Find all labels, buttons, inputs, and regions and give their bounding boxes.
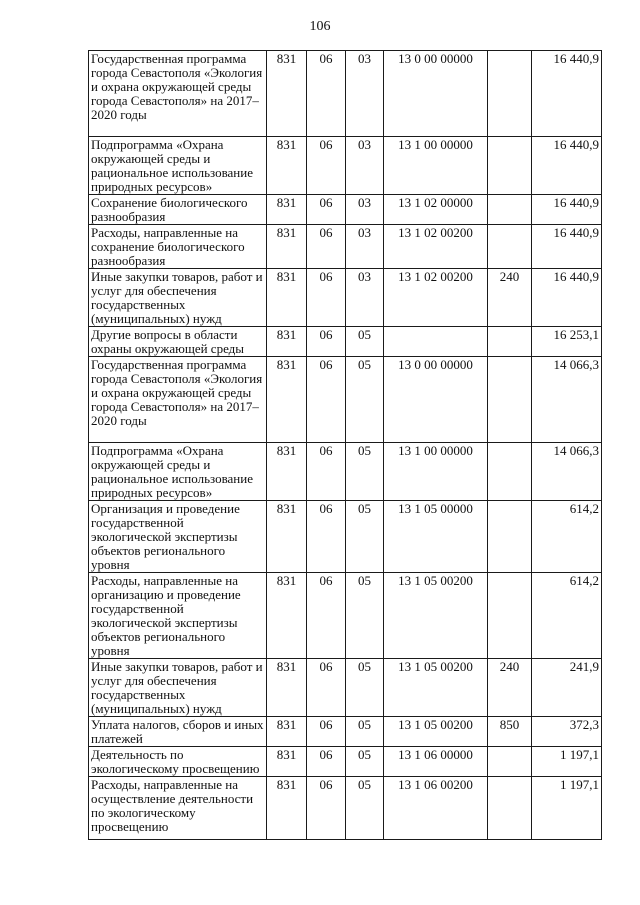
row-code: 831 (267, 443, 307, 501)
row-section: 06 (307, 501, 346, 573)
table-row (89, 443, 602, 501)
row-code: 831 (267, 777, 307, 840)
row-subsection: 03 (346, 225, 384, 269)
row-target: 13 0 00 00000 (384, 51, 488, 137)
row-subsection: 05 (346, 747, 384, 777)
row-section: 06 (307, 137, 346, 195)
budget-table (88, 50, 602, 840)
table-row (89, 357, 602, 443)
row-section: 06 (307, 443, 346, 501)
row-amount: 1 197,1 (532, 747, 602, 777)
row-type (488, 573, 532, 659)
row-amount: 14 066,3 (532, 357, 602, 443)
row-amount: 372,3 (532, 717, 602, 747)
row-subsection: 05 (346, 443, 384, 501)
row-name: Иные закупки товаров, работ и услуг для обеспечения государственных (муниципальных) нужд (89, 269, 267, 327)
row-name: Расходы, направленные на осуществление деятельности по экологическому просвещению (89, 777, 267, 840)
row-amount: 16 440,9 (532, 137, 602, 195)
row-target: 13 1 06 00000 (384, 747, 488, 777)
row-target: 13 1 02 00200 (384, 269, 488, 327)
table-row (89, 269, 602, 327)
row-name: Уплата налогов, сборов и иных платежей (89, 717, 267, 747)
row-code: 831 (267, 269, 307, 327)
row-section: 06 (307, 357, 346, 443)
table-row (89, 717, 602, 747)
row-type (488, 443, 532, 501)
row-type (488, 51, 532, 137)
row-subsection: 05 (346, 327, 384, 357)
row-amount: 1 197,1 (532, 777, 602, 840)
row-code: 831 (267, 501, 307, 573)
table-row (89, 195, 602, 225)
row-name: Расходы, направленные на организацию и проведение государственной экологической экспертизы объектов регионального уровня (89, 573, 267, 659)
row-code: 831 (267, 573, 307, 659)
row-subsection: 05 (346, 573, 384, 659)
table-row (89, 659, 602, 717)
row-amount: 614,2 (532, 573, 602, 659)
table-row (89, 327, 602, 357)
row-subsection: 03 (346, 51, 384, 137)
row-type (488, 357, 532, 443)
row-section: 06 (307, 225, 346, 269)
row-type (488, 501, 532, 573)
row-target: 13 1 00 00000 (384, 443, 488, 501)
row-section: 06 (307, 659, 346, 717)
row-type (488, 327, 532, 357)
row-amount: 614,2 (532, 501, 602, 573)
row-code: 831 (267, 195, 307, 225)
row-code: 831 (267, 357, 307, 443)
row-type (488, 137, 532, 195)
row-amount: 14 066,3 (532, 443, 602, 501)
row-type: 850 (488, 717, 532, 747)
row-name: Государственная программа города Севастополя «Экология и охрана окружающей среды города Севастополя» на 2017–2020 годы (89, 357, 267, 443)
row-section: 06 (307, 573, 346, 659)
row-target: 13 1 06 00200 (384, 777, 488, 840)
row-code: 831 (267, 137, 307, 195)
row-amount: 241,9 (532, 659, 602, 717)
row-code: 831 (267, 747, 307, 777)
row-code: 831 (267, 225, 307, 269)
row-name: Подпрограмма «Охрана окружающей среды и рациональное использование природных ресурсов» (89, 443, 267, 501)
row-target: 13 1 00 00000 (384, 137, 488, 195)
row-type (488, 777, 532, 840)
row-type (488, 195, 532, 225)
row-target: 13 1 02 00000 (384, 195, 488, 225)
row-type (488, 747, 532, 777)
budget-table-body (89, 51, 602, 840)
row-section: 06 (307, 51, 346, 137)
row-name: Иные закупки товаров, работ и услуг для обеспечения государственных (муниципальных) нужд (89, 659, 267, 717)
row-subsection: 03 (346, 195, 384, 225)
row-code: 831 (267, 659, 307, 717)
table-row (89, 747, 602, 777)
table-row (89, 137, 602, 195)
table-row (89, 501, 602, 573)
page-number: 106 (309, 19, 331, 34)
row-name: Подпрограмма «Охрана окружающей среды и рациональное использование природных ресурсов» (89, 137, 267, 195)
row-amount: 16 253,1 (532, 327, 602, 357)
row-subsection: 03 (346, 137, 384, 195)
row-subsection: 05 (346, 501, 384, 573)
row-name: Расходы, направленные на сохранение биологического разнообразия (89, 225, 267, 269)
row-name: Сохранение биологического разнообразия (89, 195, 267, 225)
row-section: 06 (307, 717, 346, 747)
row-name: Деятельность по экологическому просвещению (89, 747, 267, 777)
row-type (488, 225, 532, 269)
row-amount: 16 440,9 (532, 195, 602, 225)
row-target: 13 0 00 00000 (384, 357, 488, 443)
table-row (89, 573, 602, 659)
row-target: 13 1 02 00200 (384, 225, 488, 269)
row-target (384, 327, 488, 357)
row-code: 831 (267, 51, 307, 137)
row-type: 240 (488, 659, 532, 717)
row-code: 831 (267, 327, 307, 357)
row-target: 13 1 05 00200 (384, 573, 488, 659)
row-subsection: 03 (346, 269, 384, 327)
row-section: 06 (307, 777, 346, 840)
row-subsection: 05 (346, 717, 384, 747)
row-section: 06 (307, 195, 346, 225)
table-row (89, 777, 602, 840)
table-row (89, 51, 602, 137)
row-code: 831 (267, 717, 307, 747)
row-name: Организация и проведение государственной экологической экспертизы объектов регионального уровня (89, 501, 267, 573)
row-amount: 16 440,9 (532, 225, 602, 269)
row-subsection: 05 (346, 357, 384, 443)
row-section: 06 (307, 327, 346, 357)
row-amount: 16 440,9 (532, 269, 602, 327)
row-target: 13 1 05 00200 (384, 659, 488, 717)
row-name: Другие вопросы в области охраны окружающей среды (89, 327, 267, 357)
row-target: 13 1 05 00200 (384, 717, 488, 747)
row-section: 06 (307, 269, 346, 327)
row-subsection: 05 (346, 777, 384, 840)
row-name: Государственная программа города Севастополя «Экология и охрана окружающей среды города Севастополя» на 2017–2020 годы (89, 51, 267, 137)
row-subsection: 05 (346, 659, 384, 717)
row-amount: 16 440,9 (532, 51, 602, 137)
row-type: 240 (488, 269, 532, 327)
row-section: 06 (307, 747, 346, 777)
table-row (89, 225, 602, 269)
row-target: 13 1 05 00000 (384, 501, 488, 573)
